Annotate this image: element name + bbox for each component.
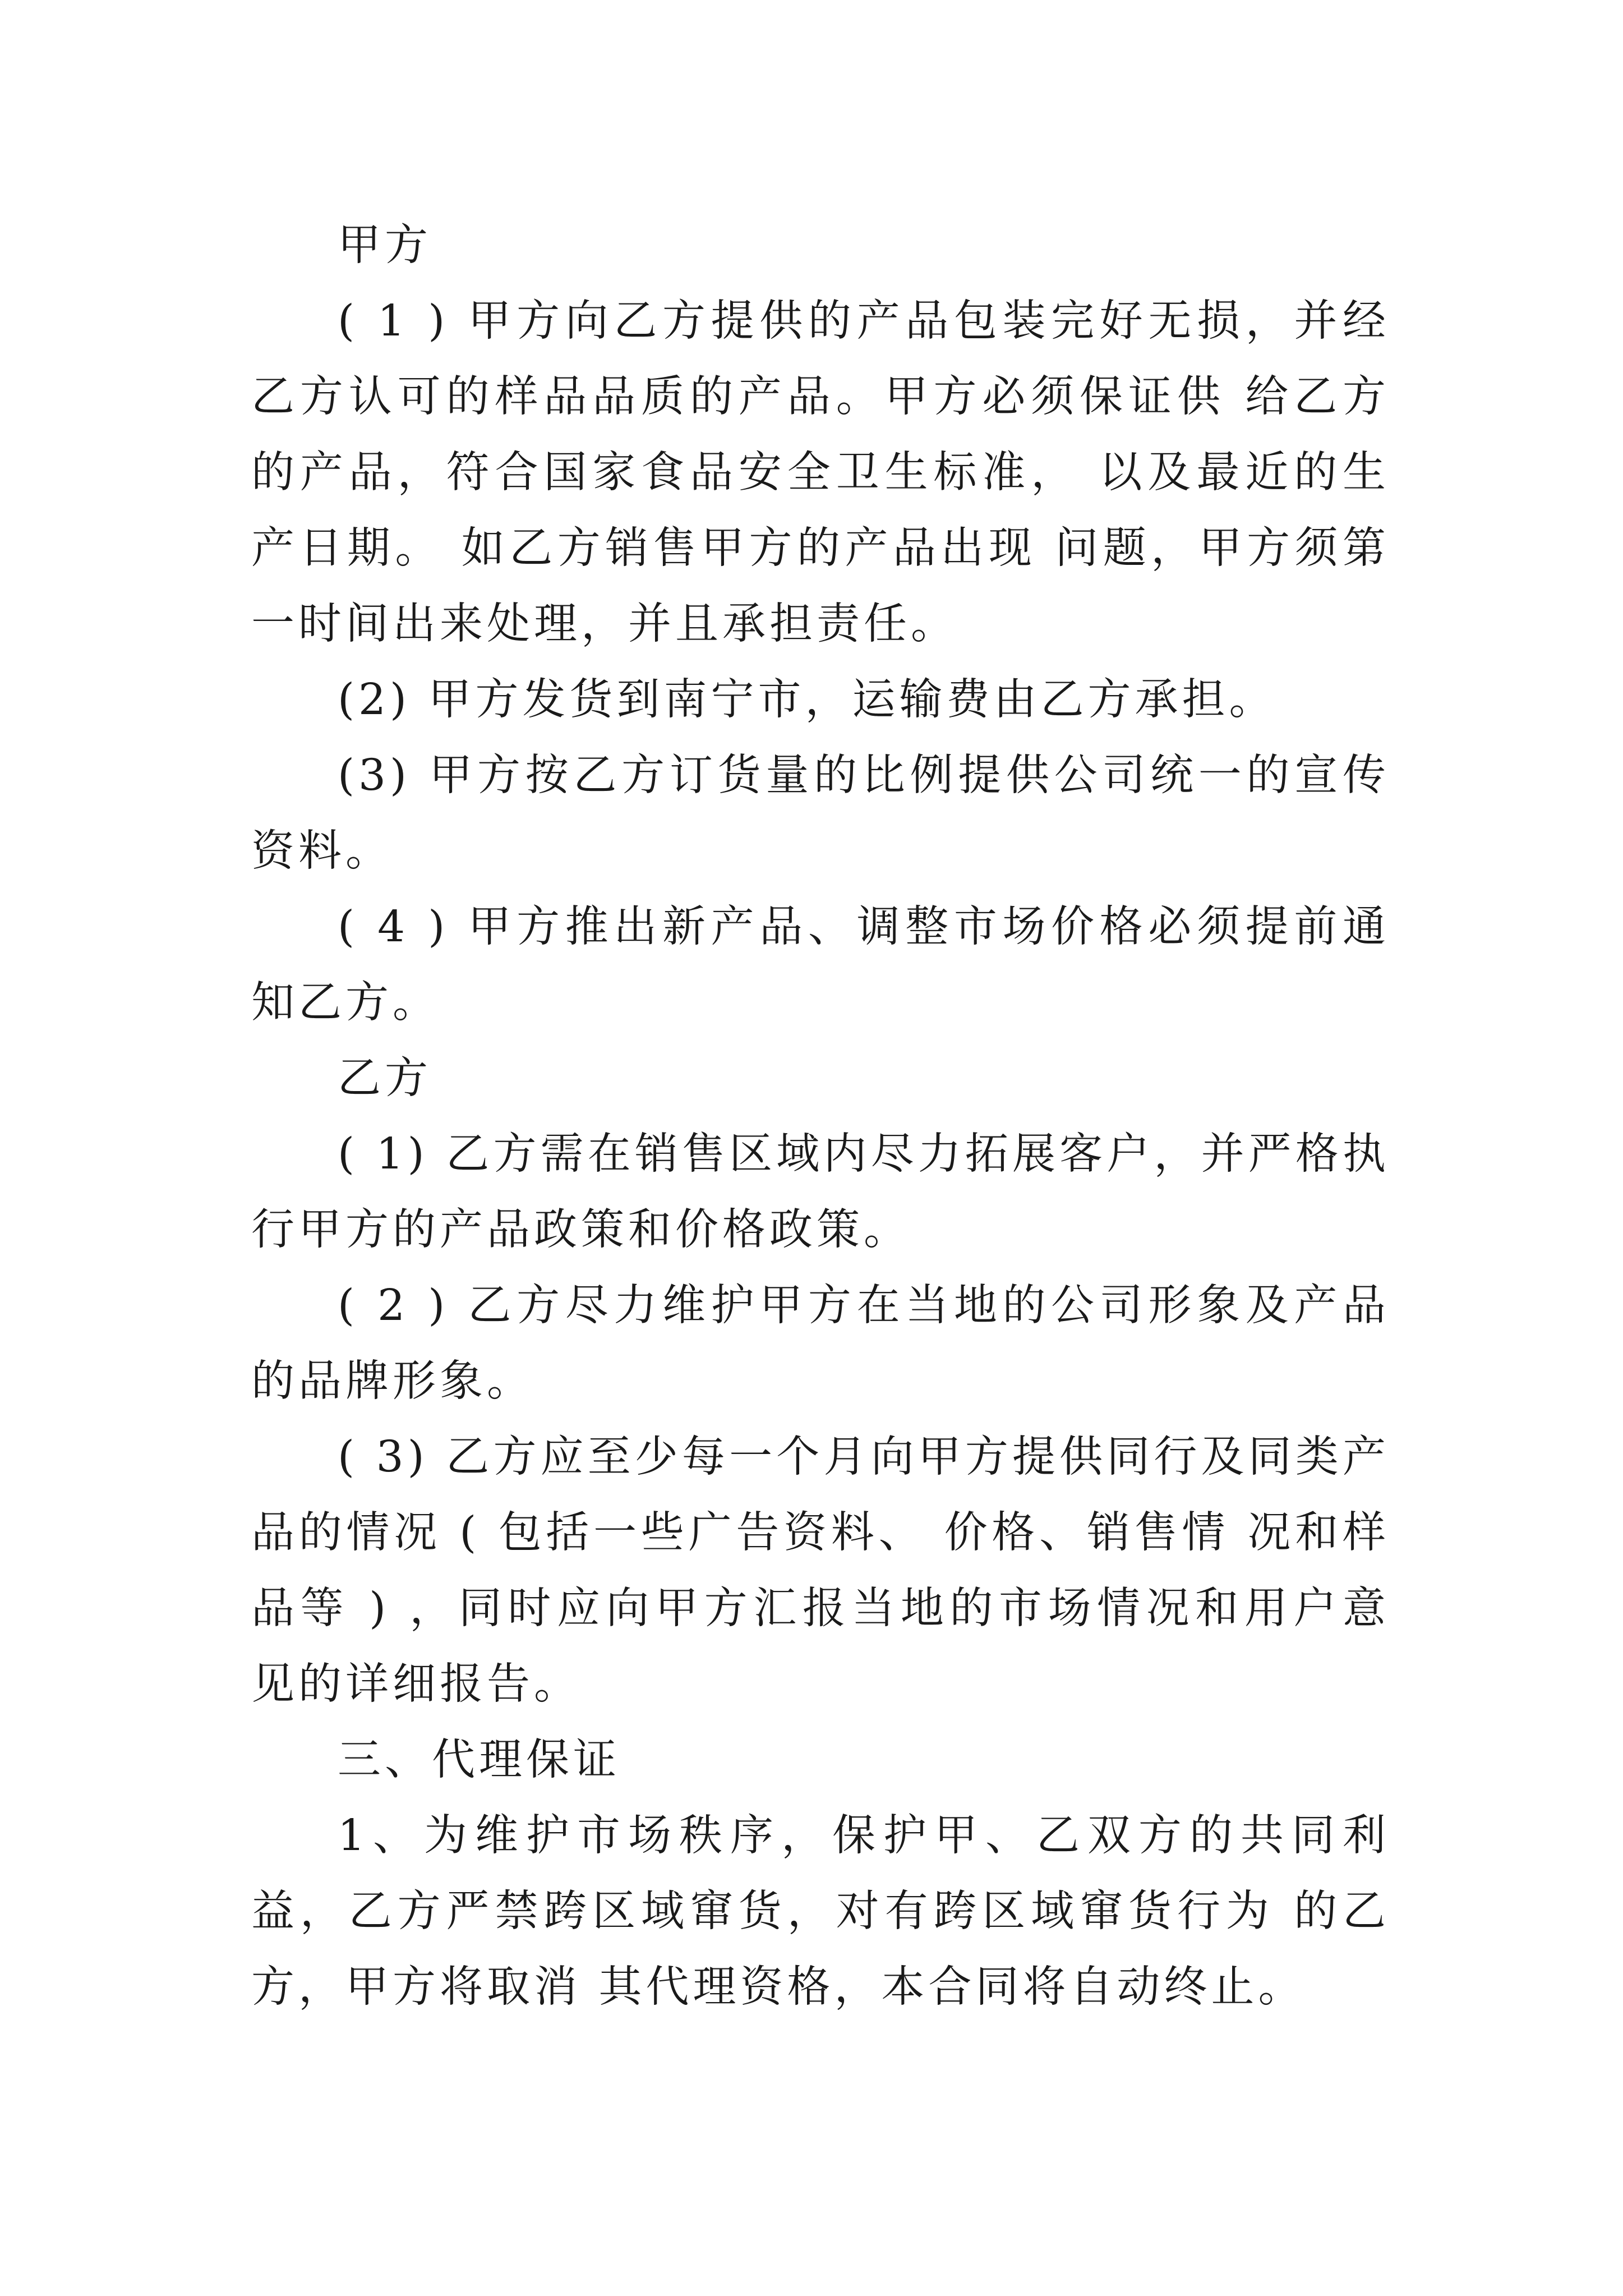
party-b-heading: 乙方 (338, 1053, 432, 1103)
party-a-clause-3: (3) 甲方按乙方订货量的比例提供公司统一的宣传资料。 (251, 751, 1390, 876)
party-b-clause-3: ( 3) 乙方应至少每一个月向甲方提供同行及同类产品的情况 ( 包括一些广告资料、 价格、销售情 况和样品等 ) ，同时应向甲方汇报当地的市场情况和用户意见的详细报告。 (251, 1432, 1390, 1709)
document-body (251, 208, 1390, 2025)
party-a-heading: 甲方 (338, 220, 432, 270)
party-a-clause-1: ( 1 ) 甲方向乙方提供的产品包装完好无损，并经乙方认可的样品品质的产品。甲方必须保证供 给乙方的产品，符合国家食品安全卫生标准， 以及最近的生产日期。 如乙方销售甲方的产品出现 问题，甲方须第一时间出来处理，并且承担责任。 (251, 296, 1390, 649)
party-b-clause-2: ( 2 ) 乙方尽力维护甲方在当地的公司形象及产品的品牌形象。 (251, 1281, 1390, 1406)
section-3-clause-1: 1、为维护市场秩序，保护甲、乙双方的共同利益，乙方严禁跨区域窜货，对有跨区域窜货行为 的乙方，甲方将取消 其代理资格，本合同将自动终止。 (251, 1811, 1390, 2012)
party-a-clause-4: ( 4 ) 甲方推出新产品、调整市场价格必须提前通知乙方。 (251, 902, 1390, 1028)
section-3-heading: 三、代理保证 (338, 1735, 620, 1785)
party-b-clause-1: ( 1) 乙方需在销售区域内尽力拓展客户，并严格执行甲方的产品政策和价格政策。 (251, 1129, 1390, 1255)
party-a-clause-2: (2) 甲方发货到南宁市，运输费由乙方承担。 (338, 675, 1276, 725)
